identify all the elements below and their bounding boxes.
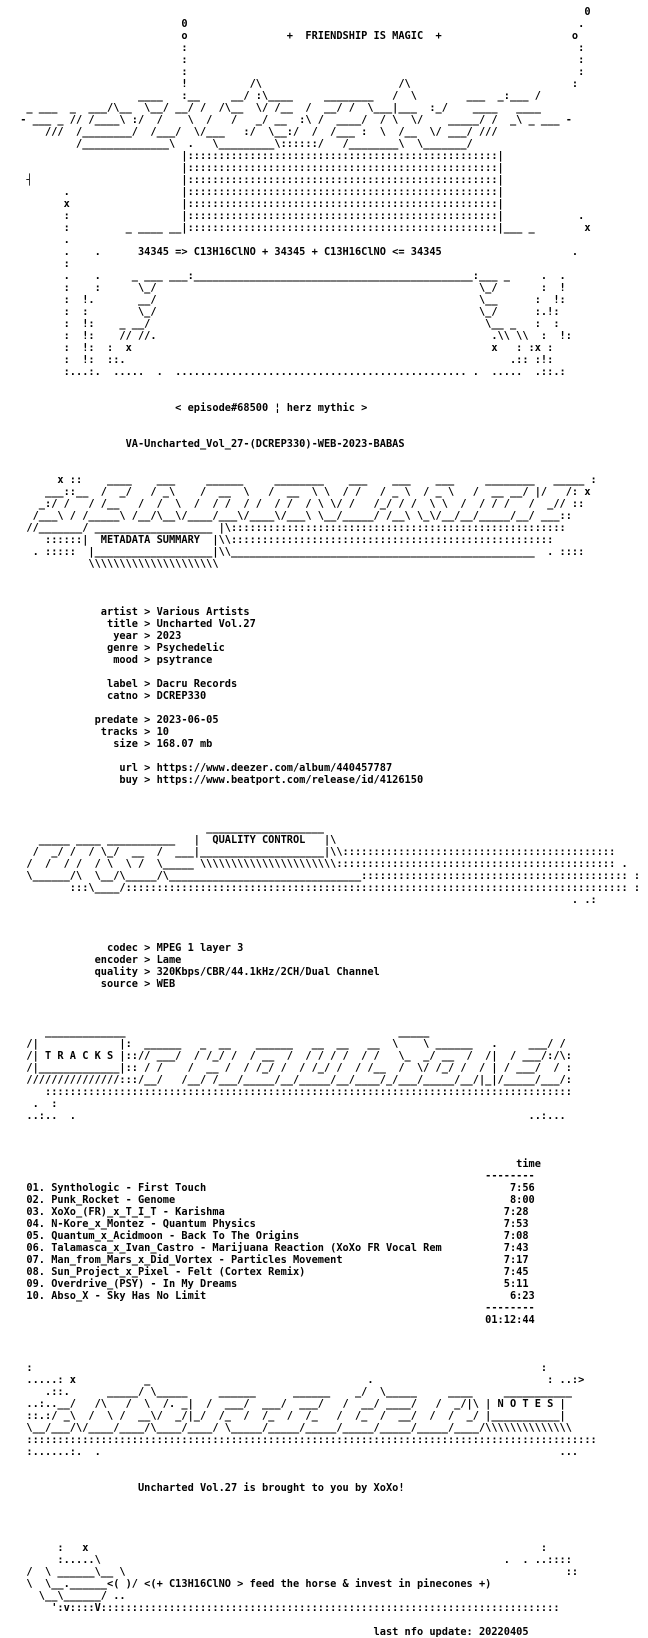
nfo-line: : : \_/ \_/ : ! (14, 282, 566, 294)
nfo-line: 02. Punk_Rocket - Genome 8:00 (14, 1194, 535, 1206)
nfo-line: /______________\ . \_________\::::::/ /________\ \_______/ (14, 138, 473, 150)
nfo-line: buy > https://www.beatport.com/release/id/4126150 (14, 774, 424, 786)
nfo-line: /// /________/ /___/ \/___ :/ \__:/ / /___ : \ /__ \/ ___/ /// (14, 126, 498, 138)
nfo-line: title > Uncharted Vol.27 (14, 618, 256, 630)
nfo-line: : (14, 258, 70, 270)
nfo-line: / _/ / / \_/ __ / ___|____________________|\\:::::::::::::::::::::::::::::::::::::::::::: (14, 846, 616, 858)
nfo-line: : !: : x x : :x : (14, 342, 554, 354)
nfo-line: last nfo update: 20220405 (14, 1626, 529, 1638)
nfo-line: source > WEB (14, 978, 176, 990)
nfo-line: /| |: ______ _ __ ______ __ __ __ \ \ ______ . ___/ / (14, 1038, 566, 1050)
nfo-line: : !: ::. .:: :!: (14, 354, 554, 366)
nfo-line: Uncharted Vol.27 is brought to you by XoXo! (14, 1482, 405, 1494)
nfo-line: ┤ |::::::::::::::::::::::::::::::::::::::::::::::::::| (14, 174, 504, 186)
nfo-line: 0 . (14, 18, 585, 30)
nfo-line: artist > Various Artists (14, 606, 250, 618)
nfo-line: \\\\\\\\\\\\\\\\\\\\\ (14, 558, 219, 570)
nfo-line: \__\______/ .. (14, 1590, 126, 1602)
nfo-line: . : (14, 1098, 58, 1110)
nfo-line: o + FRIENDSHIP IS MAGIC + o (14, 30, 579, 42)
nfo-line: predate > 2023-06-05 (14, 714, 219, 726)
nfo-line: 10. Abso_X - Sky Has No Limit 6:23 (14, 1290, 535, 1302)
nfo-line: 04. N-Kore_x_Montez - Quantum Physics 7:53 (14, 1218, 529, 1230)
nfo-line: encoder > Lame (14, 954, 182, 966)
nfo-line: : !. __/ \__ : !: (14, 294, 566, 306)
nfo-line: genre > Psychedelic (14, 642, 225, 654)
nfo-line: size > 168.07 mb (14, 738, 213, 750)
nfo-line: time (14, 1158, 541, 1170)
nfo-line: ____ :__ __/ :\____ ________ / \ ___ _:___ / (14, 90, 541, 102)
nfo-line: : !: _ __/ \__ _ : : (14, 318, 560, 330)
nfo-line: 01. Synthologic - First Touch 7:56 (14, 1182, 535, 1194)
nfo-line: ///////////////:::/__/ /__/ /___/_____/__/_____/__/____/_/___/_____/__/|_|/_____/___/: (14, 1074, 572, 1086)
nfo-line: |::::::::::::::::::::::::::::::::::::::::::::::::::| (14, 150, 504, 162)
nfo-line: -------- (14, 1302, 535, 1314)
nfo-line: _____________ _____ (14, 1026, 430, 1038)
nfo-line: :::::::::::::::::::::::::::::::::::::::::::::::::::::::::::::::::::::::::::::::::::::::::::: (14, 1434, 597, 1446)
nfo-line: : : (14, 66, 585, 78)
nfo-line: .::. _____/ \_____ ______ ______ _/ \_____ ____ ___________ (14, 1386, 572, 1398)
nfo-line: _____ ____ ___________ | QUALITY CONTROL |\ (14, 834, 337, 846)
nfo-line: _ ___ _ ___/\__ \__/ __/ / /\__ \/ /__ / __/ / \___|___ :_/ ____ ____ (14, 102, 541, 114)
nfo-line: 08. Sun_Project_x_Pixel - Felt (Cortex Remix) 7:45 (14, 1266, 529, 1278)
nfo-line: /|_____________|:: / / / __ / / /_/ / / /_/ / / /__ / \/ /_/ / / | / ___/ / : (14, 1062, 572, 1074)
nfo-line: \ \__.______<( )/ <(+ C13H16ClNO > feed the horse & invest in pinecones +) (14, 1578, 492, 1590)
nfo-line: year > 2023 (14, 630, 182, 642)
nfo-line: ..:.. . ..:... (14, 1110, 566, 1122)
nfo-line: :::\____/::::::::::::::::::::::::::::::::::::::::::::::::::::::::::::::::::::::::::::::::: : (14, 882, 641, 894)
nfo-line: VA-Uncharted_Vol_27-(DCREP330)-WEB-2023-BABAS (14, 438, 405, 450)
nfo-line: < episode#68500 ¦ herz mythic > (14, 402, 368, 414)
nfo-line: url > https://www.deezer.com/album/440457787 (14, 762, 393, 774)
nfo-line: ::::::::::::::::::::::::::::::::::::::::::::::::::::::::::::::::::::::::::::::::::::: (14, 1086, 572, 1098)
nfo-line: . . _ ___ ___:_____________________________________________:___ _ . . (14, 270, 566, 282)
nfo-line: label > Dacru Records (14, 678, 238, 690)
nfo-line: : x : (14, 1542, 548, 1554)
nfo-line: . .: (14, 894, 597, 906)
nfo-line: quality > 320Kbps/CBR/44.1kHz/2CH/Dual Channel (14, 966, 380, 978)
nfo-line: . |::::::::::::::::::::::::::::::::::::::::::::::::::| (14, 186, 504, 198)
nfo-line: : : (14, 54, 585, 66)
nfo-line: ..:..__/ /\ / \ /. _| / ___/ ___/ ___/ / __/ ____/ / _/|\ | N O T E S | (14, 1398, 566, 1410)
nfo-line: //_______/ ___________________ |\:::::::::::::::::::::::::::::::::::::::::::::::::::::: (14, 522, 566, 534)
nfo-line: |::::::::::::::::::::::::::::::::::::::::::::::::::| (14, 162, 504, 174)
nfo-line: _:/ / / /__ / / \ / / / / / / / / \ \/ / /_/ / / \ \ / / / / / _// :: (14, 498, 585, 510)
nfo-line: /___\ / /_____\ /__/\__\/____/___\/____\/___\ \__/_____/ /__\ \_\/__/__/_____/__/ ___:: (14, 510, 572, 522)
nfo-line: \__/___/\/____/____/\____/____/ \_____/_____/_____/_____/_____/_____/____/\\\\\\\\\\\\\\ (14, 1422, 572, 1434)
nfo-line: 06. Talamasca_x_Ivan_Castro - Marijuana Reaction (XoXo FR Vocal Rem 7:43 (14, 1242, 529, 1254)
nfo-line: ! /\ /\ : (14, 78, 579, 90)
nfo-line: mood > psytrance (14, 654, 213, 666)
nfo-line: :...:. ..... . ............................................... . ..... .::.: (14, 366, 566, 378)
nfo-line: - ___ _ // /____\ :/ / \ / / _/ __ :\ / ____/ / \ \/ _____/ / _\ _ ___ - (14, 114, 572, 126)
nfo-line: :.....\ . . ..:::: (14, 1554, 572, 1566)
nfo-line: 01:12:44 (14, 1314, 535, 1326)
nfo-line: : _ ____ __|::::::::::::::::::::::::::::::::::::::::::::::::::|___ _ x (14, 222, 591, 234)
nfo-line: \______/\ \__/\_____/\_______________________________::::::::::::::::::::::::::::::::::::::::::: : (14, 870, 641, 882)
nfo-line: 05. Quantum_x_Acidmoon - Back To The Origins 7:08 (14, 1230, 529, 1242)
nfo-line: 03. XoXo_(FR)_x_T_I_T - Karishma 7:28 (14, 1206, 529, 1218)
nfo-line: /| T R A C K S |::// ___/ / /_/ / / __ / / / / / / / \_ _/ __ / /| / ___/:/\: (14, 1050, 572, 1062)
nfo-line: 07. Man_from_Mars_x_Did_Vortex - Particles Movement 7:17 (14, 1254, 529, 1266)
nfo-line: : : \_/ \_/ :.!: (14, 306, 560, 318)
nfo-line: x :: ____ ___ ______ ________ ___ ___ ___ ________ _____ : (14, 474, 597, 486)
nfo-line: . . 34345 => C13H16ClNO + 34345 + C13H16ClNO <= 34345 . (14, 246, 579, 258)
nfo-line: ___________________ (14, 822, 324, 834)
nfo-text-body (14, 6, 640, 1638)
nfo-line: : : (14, 1362, 548, 1374)
nfo-line: x |::::::::::::::::::::::::::::::::::::::::::::::::::| (14, 198, 504, 210)
nfo-line: -------- (14, 1170, 535, 1182)
nfo-line: : !: // //. .\\ \\ : !: (14, 330, 572, 342)
nfo-line: / \ ______\__ \ :: (14, 1566, 579, 1578)
nfo-line: / / / / / \ \ / \_____ \\\\\\\\\\\\\\\\\\\\\\::::::::::::::::::::::::::::::::::::::::::::: . (14, 858, 628, 870)
nfo-line: . ::::: |___________________|\\_________________________________________________ . :::: (14, 546, 585, 558)
nfo-line: .....: x _ . : ..:> (14, 1374, 585, 1386)
nfo-line: ':v::::V:::::::::::::::::::::::::::::::::::::::::::::::::::::::::::::::::::::::::: (14, 1602, 560, 1614)
nfo-line: 09. Overdrive_(PSY) - In My Dreams 5:11 (14, 1278, 529, 1290)
nfo-line: 0 (14, 6, 591, 18)
nfo-line: :......:. . ... (14, 1446, 579, 1458)
nfo-line: catno > DCREP330 (14, 690, 207, 702)
nfo-line: ___::__ / _/ / _\ / __ \ / __ \ \ / / / _ \ / _ \ / __ __/ |/ /: x (14, 486, 591, 498)
nfo-line: ::::::| METADATA SUMMARY |\\:::::::::::::::::::::::::::::::::::::::::::::::::::: (14, 534, 554, 546)
nfo-line: ::.:/ _\ / \ / __\/ _/|_/ /_ / /_ / /_ / /_ / __/ / / _/ |___________| (14, 1410, 566, 1422)
nfo-line: : : (14, 42, 585, 54)
nfo-line: codec > MPEG 1 layer 3 (14, 942, 244, 954)
nfo-line: tracks > 10 (14, 726, 169, 738)
nfo-line: . (14, 234, 70, 246)
nfo-line: : |::::::::::::::::::::::::::::::::::::::::::::::::::| . (14, 210, 585, 222)
